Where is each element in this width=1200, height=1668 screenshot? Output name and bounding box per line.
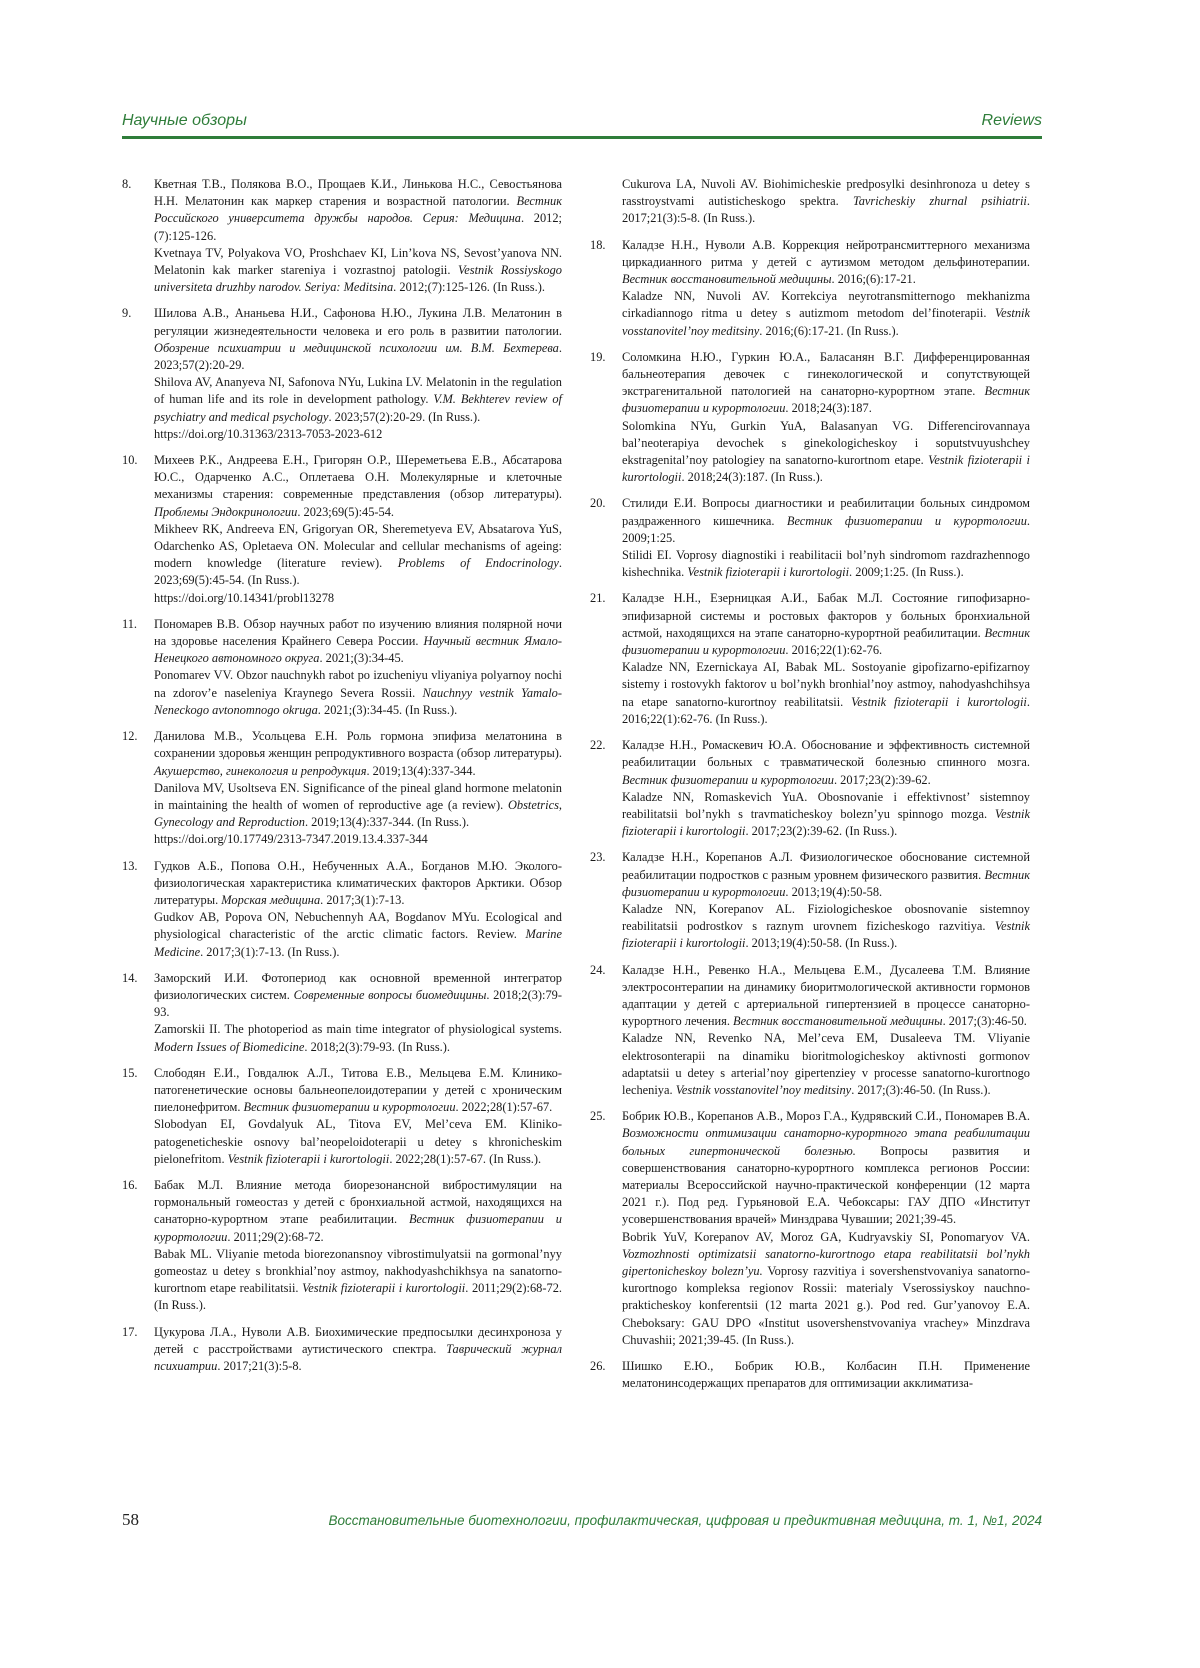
journal-name: Problems of Endocrinology [397,556,559,571]
journal-name: Vestnik fizioterapii i kurortologii [851,694,1027,709]
journal-name: Таврический журнал психиатрии [154,1341,562,1373]
reference-item [590,1358,1030,1392]
journal-name: Вестник восстановительной медицины [622,272,832,287]
reference-en: Mikheev RK, Andreeva EN, Grigoryan OR, Sheremetyeva EV, Absatarova YuS, Odarchenko AS, Opletaeva ON. Molecular and cellular mechanisms of ageing: modern knowledge (literature review). [154,521,562,571]
journal-name: Vestnik Rossiyskogo universiteta druzhby narodov. Seriya: Meditsina [154,263,562,295]
doi-link[interactable]: https://doi.org/10.14341/probl13278 [154,590,335,605]
reference-number: 20. [590,496,606,511]
reference-number: 16. [122,1177,138,1192]
journal-name: Marine Medicine [154,927,562,959]
running-header [122,108,1042,138]
reference-item: 14. Заморский И.И. Фотопериод как основной временной интегратор физиологических систем. Современные вопросы биомедицины. 2018;2(3):79-93. Zamorskii II. The photoperiod as main time integrator of physiological systems. Modern Issues of Biomedicine. 2018;2(3):79-93. (In Russ.). [122,970,562,1056]
journal-name: Vestnik fizioterapii i kurortologii [227,1151,390,1166]
reference-item: 23. Каладзе Н.Н., Корепанов А.Л. Физиологическое обоснование системной реабилитации подростков с разным уровнем физического развития. Вестник физиотерапии и курортологии. 2013;19(4):50-58. Kaladze NN, Korepanov AL. Fiziologicheskoe obosnovanie sistemnoy reabilitatsii podrostkov s raznym urovnem fizicheskogo razvitiya. Vestnik fizioterapii i kurortologii. 2013;19(4):50-58. (In Russ.). [590,849,1030,952]
reference-number: 26. [590,1359,606,1373]
journal-name: Вестник физиотерапии и курортологии [243,1100,456,1115]
journal-name: Vestnik fizioterapii i kurortologii [687,565,850,580]
reference-number: 25. [590,1109,606,1124]
reference-item: 17. Цукурова Л.А., Нуволи А.В. Биохимические предпосылки десинхроноза у детей с расстройствами аутистического спектра. Таврический журнал психиатрии. 2017;21(3):5-8. [122,1324,562,1376]
reference-ru: Бабак М.Л. Влияние метода биорезонансной вибростимуляции на гормональный гомеостаз у детей с бронхиальной астмой, находящихся на санаторно-курортном этапе реабилитации. [154,1177,562,1227]
header-rule [122,136,1042,139]
reference-number: 23. [590,850,606,865]
reference-number: 14. [122,970,138,985]
journal-name: Вестник восстановительной медицины [733,1014,943,1029]
reference-ru: Каладзе Н.Н., Корепанов А.Л. Физиологическое обоснование системной реабилитации подростков с разным уровнем физического развития. [622,850,1030,882]
journal-name: Акушерство, гинекология и репродукция [154,763,367,778]
reference-ru: Стилиди Е.И. Вопросы диагностики и реабилитации больных синдромом раздраженного кишечника. [622,496,1030,528]
reference-item: 13. Гудков А.Б., Попова О.Н., Небученных А.А., Богданов М.Ю. Эколого-физиологическая характеристика климатических факторов Арктики. Обзор литературы. Морская медицина. 2017;3(1):7-13. Gudkov AB, Popova ON, Nebuchennyh AA, Bogdanov MYu. Ecological and physiological characteristic of the arctic climatic factors. Review. Marine Medicine. 2017;3(1):7-13. (In Russ.). [122,858,562,961]
reference-item: 20. Стилиди Е.И. Вопросы диагностики и реабилитации больных синдромом раздраженного кишечника. Вестник физиотерапии и курортологии. 2009;1:25. Stilidi EI. Voprosy diagnostiki i reabilitacii bol’nyh sindromom razdrazhennogo kishechnika. Vestnik fizioterapii i kurortologii. 2009;1:25. (In Russ.). [590,495,1030,581]
reference-ru: Кветная Т.В., Полякова В.О., Прощаев К.И., Линькова Н.С., Севостьянова Н.Н. Мелатонин как маркер старения и возрастной патологии. [154,177,562,209]
reference-en: Gudkov AB, Popova ON, Nebuchennyh AA, Bogdanov MYu. Ecological and physiological characteristic of the arctic climatic factors. Review. [154,910,562,942]
journal-title: Восстановительные биотехнологии, профилактическая, цифровая и предиктивная медицина, т. 1, №1, 2024 [328,1513,1042,1528]
reference-en: Kvetnaya TV, Polyakova VO, Proshchaev KI, Lin’kova NS, Sevost’yanova NN. Melatonin kak marker stareniya i vozrastnoj patologii. [154,245,562,278]
reference-number: 11. [122,616,138,631]
reference-number: 15. [122,1065,138,1080]
reference-number: 9. [122,306,132,321]
references-column-right [590,176,1030,1401]
journal-name: Vestnik fizioterapii i kurortologii [302,1281,466,1296]
reference-ru: Каладзе Н.Н., Ромаскевич Ю.А. Обоснование и эффективность системной реабилитации больных с травматической болезнью спинного мозга. [622,738,1030,770]
page-number: 58 [122,1510,139,1529]
reference-item: 21. Каладзе Н.Н., Езерницкая А.И., Бабак М.Л. Состояние гипофизарно-эпифизарной системы и ростовых факторов у больных бронхиальной астмой, находящихся на этапе санаторно-курортной реабилитации. Вестник физиотерапии и курортологии. 2016;22(1):62-76. Kaladze NN, Ezernickaya AI, Babak ML. Sostoyanie gipofizarno-epifizarnoy sistemy i rostovykh faktorov u bol’nykh bronhial’noy astmoy, nahodyashchihsya na etape sanatorno-kurortnoy reabilitatsii. Vestnik fizioterapii i kurortologii. 2016;22(1):62-76. (In Russ.). [590,590,1030,728]
section-title: Научные обзоры [122,112,247,129]
reference-number: 22. [590,738,606,753]
journal-name: Вестник физиотерапии и курортологии [622,867,1030,899]
reference-item: 18. Каладзе Н.Н., Нуволи А.В. Коррекция нейротрансмиттерного механизма циркадианного ритма у детей с аутизмом методом дельфинотерапии. Вестник восстановительной медицины. 2016;(6):17-21. Kaladze NN, Nuvoli AV. Korrekciya neyrotransmitternogo mekhanizma cirkadiannogo ritma u detey s autizmom metodom del’finoterapii. Vestnik vosstanovitel’noy meditsiny. 2016;(6):17-21. (In Russ.). [590,237,1030,340]
reference-en: Ponomarev VV. Obzor nauchnykh rabot po izucheniyu vliyaniya polyarnoy nochi na zdorov’e naseleniya Kraynego Severa Rossii. [154,668,562,700]
journal-name: Obstetrics, Gynecology and Reproduction [154,797,562,830]
page-footer [122,1510,1042,1540]
journal-name: Vestnik vosstanovitel’noy meditsiny [622,306,1030,338]
reference-item: 11. Пономарев В.В. Обзор научных работ по изучению влияния полярной ночи на здоровье населения Крайнего Севера России. Научный вестник Ямало-Ненецкого автономного округа. 2021;(3):34-45. Ponomarev VV. Obzor nauchnykh rabot po izucheniyu vliyaniya polyarnoy nochi na zdorov’e naseleniya Kraynego Severa Rossii. Nauchnyy vestnik Yamalo-Neneckogo avtonomnogo okruga. 2021;(3):34-45. (In Russ.). [122,616,562,719]
reference-item: 19. Соломкина Н.Ю., Гуркин Ю.А., Баласанян В.Г. Дифференцированная бальнеотерапия девочек с гинекологической и сопутствующей экстрагенитальной патологией на санаторно-курортном этапе. Вестник физиотерапии и курортологии. 2018;24(3):187. Solomkina NYu, Gurkin YuA, Balasanyan VG. Differencirovannaya bal’neoterapiya devochek s ginekologicheskoy i soputstvuyushchey ekstragenital’noy patologiey na sanatorno-kurortnom etape. Vestnik fizioterapii i kurortologii. 2018;24(3):187. (In Russ.). [590,349,1030,487]
journal-name: Вестник физиотерапии и курортологии [786,513,1027,528]
reference-ru: Пономарев В.В. Обзор научных работ по изучению влияния полярной ночи на здоровье населения Крайнего Севера России. [154,616,562,649]
section-title-en: Reviews [981,112,1042,129]
journal-name: V.M. Bekhterev review of psychiatry and medical psychology [154,392,562,424]
reference-ru: Заморский И.И. Фотопериод как основной временной интегратор физиологических систем. [154,970,562,1002]
reference-number: 24. [590,962,606,977]
journal-name: Modern Issues of Biomedicine [154,1039,305,1054]
reference-item: 24. Каладзе Н.Н., Ревенко Н.А., Мельцева Е.М., Дусалеева Т.М. Влияние электросонтерапии на динамику биоритмологической активности гормонов адаптации у детей с артериальной гипертензией в процессе санаторно-курортного лечения. Вестник восстановительной медицины. 2017;(3):46-50. Kaladze NN, Revenko NA, Mel’ceva EM, Dusaleeva TM. Vliyanie elektrosonterapii na dinamiku bioritmologicheskoy aktivnosti gormonov adaptatsii u detey s arterial’noy gipertenziey v processe sanatorno-kurortnogo lecheniya. Vestnik vosstanovitel’noy meditsiny. 2017;(3):46-50. (In Russ.). [590,962,1030,1100]
reference-en: Bobrik YuV, Korepanov AV, Moroz GA, Kudryavskiy SI, Ponomaryov VA. [622,1229,1030,1244]
reference-ru: Каладзе Н.Н., Нуволи А.В. Коррекция нейротрансмиттерного механизма циркадианного ритма у детей с аутизмом методом дельфинотерапии. [622,237,1030,269]
reference-item: 16. Бабак М.Л. Влияние метода биорезонансной вибростимуляции на гормональный гомеостаз у детей с бронхиальной астмой, находящихся на санаторно-курортном этапе реабилитации. Вестник физиотерапии и курортологии. 2011;29(2):68-72. Babak ML. Vliyanie metoda biorezonansnoy vibrostimulyatsii na gormonal’nyy gomeostaz u detey s bronkhial’noy astmoy, nakhodyashchikhsya na sanatorno-kurortnom etape reabilitatsii. Vestnik fizioterapii i kurortologii. 2011;29(2):68-72. (In Russ.). [122,1177,562,1315]
doi-link[interactable]: https://doi.org/10.17749/2313-7347.2019.13.4.337-344 [154,832,428,847]
reference-ru: Данилова М.В., Усольцева Е.Н. Роль гормона эпифиза мелатонина в сохранении здоровья женщин репродуктивного возраста (обзор литературы). [154,729,562,761]
reference-item: 12. Данилова М.В., Усольцева Е.Н. Роль гормона эпифиза мелатонина в сохранении здоровья женщин репродуктивного возраста (обзор литературы). Акушерство, гинекология и репродукция. 2019;13(4):337-344. Danilova MV, Usoltseva EN. Significance of the pineal gland hormone melatonin in maintaining the health of women of reproductive age (a review). Obstetrics, Gynecology and Reproduction. 2019;13(4):337-344. (In Russ.). https://doi.org/10.17749/2313-7347.2019.13.4.337-344 [122,728,562,848]
reference-en: Babak ML. Vliyanie metoda biorezonansnoy vibrostimulyatsii na gormonal’nyy gomeostaz u detey s bronkhial’noy astmoy, nakhodyashchikhsya na sanatorno-kurortnom etape reabilitatsii. [154,1246,562,1296]
reference-number: 18. [590,237,606,252]
journal-name: Vestnik fizioterapii i kurortologii [622,919,1030,951]
reference-en: Solomkina NYu, Gurkin YuA, Balasanyan VG. Differencirovannaya bal’neoterapiya devochek s ginekologicheskoy i soputstvuyushchey ekstragenital’noy patologiey na sanatorno-kurortnom etape. [622,418,1030,468]
reference-en: Kaladze NN, Revenko NA, Mel’ceva EM, Dusaleeva TM. Vliyanie elektrosonterapii na dinamiku bioritmologicheskoy aktivnosti gormonov adaptatsii u detey s arterial’noy gipertenziey v processe sanatorno-kurortnogo lecheniya. [622,1031,1030,1097]
reference-ru: Цукурова Л.А., Нуволи А.В. Биохимические предпосылки десинхроноза у детей с расстройствами аутистического спектра. [154,1324,562,1356]
journal-name: Научный вестник Ямало-Ненецкого автономного округа [154,634,562,666]
reference-en: Kaladze NN, Korepanov AL. Fiziologicheskoe obosnovanie sistemnoy reabilitatsii podrostkov s raznym urovnem fizicheskogo razvitiya. [622,901,1030,934]
reference-continuation: Cukurova LA, Nuvoli AV. Biohimicheskie predposylki desinhronoza u detey s rasstroystvami autisticheskogo spektra. Tavricheskiy zhurnal psihiatrii. 2017;21(3):5-8. (In Russ.). [622,177,1030,226]
journal-name: Вестник физиотерапии и курортологии [154,1212,562,1244]
journal-name: Обозрение психиатрии и медицинской психологии им. В.М. Бехтерева [154,340,559,355]
journal-name: Современные вопросы биомедицины [293,987,487,1002]
reference-ru: Гудков А.Б., Попова О.Н., Небученных А.А., Богданов М.Ю. Эколого-физиологическая характеристика климатических факторов Арктики. Обзор литературы. [154,858,562,907]
reference-en: Slobodyan EI, Govdalyuk AL, Titova EV, Mel’ceva EM. Kliniko-patogeneticheskie osnovy bal’neopeloidoterapii u detey s khronicheskim pielonefritom. [154,1117,562,1166]
reference-item: 25. Бобрик Ю.В., Корепанов А.В., Мороз Г.А., Кудрявский С.И., Пономарев В.А. Возможности оптимизации санаторно-курортного этапа реабилитации больных гипертонической болезнью. Вопросы развития и совершенствования санаторно-курортного комплекса регионов России: материалы Всероссийской научно-практической конференции (12 марта 2021 г.). Под ред. Гурьяновой Е.А. Чебоксары: ГАУ ДПО «Институт усовершенствования врачей» Минздрава Чувашии; 2021;39-45. Bobrik YuV, Korepanov AV, Moroz GA, Kudryavskiy SI, Ponomaryov VA. Vozmozhnosti optimizatsii sanatorno-kurortnogo etapa reabilitatsii bol’nykh gipertonicheskoy bolezn’yu. Voprosy razvitiya i sovershenstvovaniya sanatorno-kurortnogo kompleksa regionov Rossii: materialy Vserossiyskoy nauchno-prakticheskoy konferentsii (12 marta 2021 g.). Pod red. Gur’yanovoy E.A. Cheboksary: GAU DPO «Institut usovershenstvovaniya vrachey» Minzdrava Chuvashii; 2021;39-45. (In Russ.). [590,1108,1030,1349]
reference-ru: Шилова А.В., Ананьева Н.И., Сафонова Н.Ю., Лукина Л.В. Мелатонин в регуляции жизнедеятельности человека и его роль в развитии патологии. [154,306,562,338]
journal-name: Vestnik fizioterapii i kurortologii [622,806,1030,839]
reference-ru: Каладзе Н.Н., Езерницкая А.И., Бабак М.Л. Состояние гипофизарно-эпифизарной системы и ростовых факторов у больных бронхиальной астмой, находящихся на этапе санаторно-курортной реабилитации. [622,591,1030,640]
journal-name: Vestnik vosstanovitel’noy meditsiny [675,1082,852,1097]
doi-link[interactable]: https://doi.org/10.31363/2313-7053-2023-612 [154,426,383,441]
reference-ru: Шишко Е.Ю., Бобрик Ю.В., Колбасин П.Н. Применение мелатонинсодержащих препаратов для оптимизации акклиматиза- [622,1359,1030,1391]
reference-number: 17. [122,1324,138,1339]
reference-number: 12. [122,729,138,744]
reference-number: 8. [122,177,132,191]
reference-en: Kaladze NN, Romaskevich YuA. Obosnovanie i effektivnost’ sistemnoy reabilitatsii bol’nykh s travmaticheskoy bolezn’yu spinnogo mozga. [622,789,1030,821]
journal-name: Vozmozhnosti optimizatsii sanatorno-kurortnogo etapa reabilitatsii bol’nykh gipertonicheskoy bolezn’yu. [622,1246,1030,1278]
reference-number: 13. [122,858,138,873]
reference-number: 19. [590,349,606,364]
journal-name: Vestnik fizioterapii i kurortologii [622,453,1030,485]
journal-name: Возможности оптимизации санаторно-курортного этапа реабилитации больных гипертонической болезнью. [622,1126,1030,1158]
reference-en: Danilova MV, Usoltseva EN. Significance of the pineal gland hormone melatonin in maintaining the health of women of reproductive age (a review). [154,780,562,812]
reference-ru: Каладзе Н.Н., Ревенко Н.А., Мельцева Е.М., Дусалеева Т.М. Влияние электросонтерапии на динамику биоритмологической активности гормонов адаптации у детей с артериальной гипертензией в процессе санаторно-курортного лечения. [622,962,1030,1029]
reference-en: Kaladze NN, Ezernickaya AI, Babak ML. Sostoyanie gipofizarno-epifizarnoy sistemy i rostovykh faktorov u bol’nykh bronhial’noy astmoy, nahodyashchihsya na etape sanatorno-kurortnoy reabilitatsii. [622,660,1030,709]
reference-ru: Соломкина Н.Ю., Гуркин Ю.А., Баласанян В.Г. Дифференцированная бальнеотерапия девочек с гинекологической и сопутствующей экстрагенитальной патологией на санаторно-курортном этапе. [622,349,1030,399]
journal-name: Морская медицина [221,892,321,907]
reference-en: Kaladze NN, Nuvoli AV. Korrekciya neyrotransmitternogo mekhanizma cirkadiannogo ritma u detey s autizmom metodom del’finoterapii. [622,289,1030,321]
journal-name: Вестник физиотерапии и курортологии [622,384,1030,416]
journal-name: Nauchnyy vestnik Yamalo-Neneckogo avtonomnogo okruga [154,685,562,717]
reference-number: 21. [590,591,606,606]
reference-item: 22. Каладзе Н.Н., Ромаскевич Ю.А. Обоснование и эффективность системной реабилитации больных с травматической болезнью спинного мозга. Вестник физиотерапии и курортологии. 2017;23(2):39-62. Kaladze NN, Romaskevich YuA. Obosnovanie i effektivnost’ sistemnoy reabilitatsii bol’nykh s travmaticheskoy bolezn’yu spinnogo mozga. Vestnik fizioterapii i kurortologii. 2017;23(2):39-62. (In Russ.). [590,737,1030,840]
reference-en: Stilidi EI. Voprosy diagnostiki i reabilitacii bol’nyh sindromom razdrazhennogo kishechnika. [622,548,1030,580]
reference-en: Shilova AV, Ananyeva NI, Safonova NYu, Lukina LV. Melatonin in the regulation of human life and its role in development pathology. [154,375,562,407]
reference-item: 8. Кветная Т.В., Полякова В.О., Прощаев К.И., Линькова Н.С., Севостьянова Н.Н. Мелатонин как маркер старения и возрастной патологии. Вестник Российского университета дружбы народов. Серия: Медицина. 2012;(7):125-126. Kvetnaya TV, Polyakova VO, Proshchaev KI, Lin’kova NS, Sevost’yanova NN. Melatonin kak marker stareniya i vozrastnoj patologii. Vestnik Rossiyskogo universiteta druzhby narodov. Seriya: Meditsina. 2012;(7):125-126. (In Russ.). [122,176,562,296]
reference-ru: Слободян Е.И., Говдалюк А.Л., Титова Е.В., Мельцева Е.М. Клинико-патогенетические основы бальнеопелоидотерапии у детей с хроническим пиелонефритом. [154,1065,562,1115]
reference-number: 10. [122,453,138,468]
journal-name: Вестник физиотерапии и курортологии [622,625,1031,658]
reference-ru: Бобрик Ю.В., Корепанов А.В., Мороз Г.А., Кудрявский С.И., Пономарев В.А. [622,1109,1030,1124]
journal-name: Вестник физиотерапии и курортологии [622,772,834,787]
reference-item: 9. Шилова А.В., Ананьева Н.И., Сафонова Н.Ю., Лукина Л.В. Мелатонин в регуляции жизнедеятельности человека и его роль в развитии патологии. Обозрение психиатрии и медицинской психологии им. В.М. Бехтерева. 2023;57(2):20-29. Shilova AV, Ananyeva NI, Safonova NYu, Lukina LV. Melatonin in the regulation of human life and its role in development pathology. V.M. Bekhterev review of psychiatry and medical psychology. 2023;57(2):20-29. (In Russ.). https://doi.org/10.31363/2313-7053-2023-612 [122,305,562,443]
journal-name: Проблемы Эндокринологии [154,504,298,519]
journal-name: Вестник Российского университета дружбы народов. Серия: Медицина [154,194,562,226]
reference-item: 10. Михеев Р.К., Андреева Е.Н., Григорян О.Р., Шереметьева Е.В., Абсатарова Ю.С., Одарченко А.С., Оплетаева О.Н. Молекулярные и клеточные механизмы старения: современные представления (обзор литературы). Проблемы Эндокринологии. 2023;69(5):45-54. Mikheev RK, Andreeva EN, Grigoryan OR, Sheremetyeva EV, Absatarova YuS, Odarchenko AS, Opletaeva ON. Molecular and cellular mechanisms of ageing: modern knowledge (literature review). Problems of Endocrinology. 2023;69(5):45-54. (In Russ.). https://doi.org/10.14341/probl13278 [122,452,562,607]
references-column-left [122,176,562,1384]
reference-ru: Михеев Р.К., Андреева Е.Н., Григорян О.Р., Шереметьева Е.В., Абсатарова Ю.С., Одарченко А.С., Оплетаева О.Н. Молекулярные и клеточные механизмы старения: современные представления (обзор литературы). [154,453,562,502]
reference-en: Zamorskii II. The photoperiod as main time integrator of physiological systems. [154,1022,562,1037]
reference-item: 15. Слободян Е.И., Говдалюк А.Л., Титова Е.В., Мельцева Е.М. Клинико-патогенетические основы бальнеопелоидотерапии у детей с хроническим пиелонефритом. Вестник физиотерапии и курортологии. 2022;28(1):57-67. Slobodyan EI, Govdalyuk AL, Titova EV, Mel’ceva EM. Kliniko-patogeneticheskie osnovy bal’neopeloidoterapii u detey s khronicheskim pielonefritom. Vestnik fizioterapii i kurortologii. 2022;28(1):57-67. (In Russ.). [122,1065,562,1168]
